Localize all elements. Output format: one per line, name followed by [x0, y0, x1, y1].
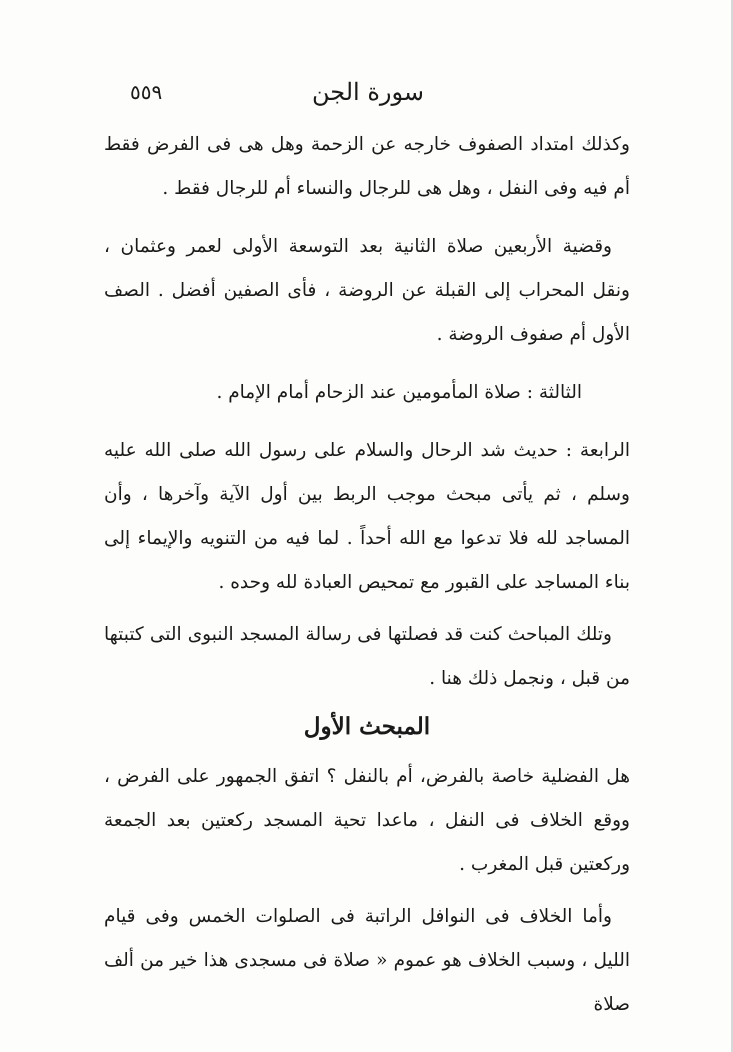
section-heading: المبحث الأول — [303, 713, 431, 740]
paragraph-third-point: الثالثة : صلاة المأمومين عند الزحام أمام الإمام . — [216, 382, 582, 403]
running-title: سورة الجن — [311, 78, 425, 106]
page-header — [108, 72, 628, 112]
page-number: ٥٥٩ — [130, 80, 163, 104]
paragraph-prophetic-mosque-treatise: وتلك المباحث كنت قد فصلتها فى رسالة المسجد النبوى التى كتبتها من قبل ، ونجمل ذلك هنا . — [104, 624, 630, 689]
paragraph-fourth-point: الرابعة : حديث شد الرحال والسلام على رسول الله صلى الله عليه وسلم ، ثم يأتى مبحث موجب الربط بين أول الآية وآخرها ، وأن المساجد لله فلا تدعوا مع الله أحداً . لما فيه من التنويه والإيماء إلى بناء المساجد على القبور مع تمحيص العبادة لله وحده . — [104, 440, 630, 593]
paragraph-regular-sunnah: وأما الخلاف فى النوافل الراتبة فى الصلوات الخمس وفى قيام الليل ، وسبب الخلاف هو عموم « صلاة فى مسجدى هذا خير من ألف صلاة — [104, 906, 630, 1015]
page-body — [104, 123, 630, 1027]
paragraph-rows-extension: وكذلك امتداد الصفوف خارجه عن الزحمة وهل هى فى الفرض فقط أم فيه وفى النفل ، وهل هى للرجال والنساء أم للرجال فقط . — [104, 134, 630, 199]
paragraph-forty-prayers: وقضية الأربعين صلاة الثانية بعد التوسعة الأولى لعمر وعثمان ، ونقل المحراب إلى القبلة عن الروضة ، فأى الصفين أفضل . الصف الأول أم صفوف الروضة . — [104, 236, 630, 345]
paragraph-obligatory-or-voluntary: هل الفضلية خاصة بالفرض، أم بالنفل ؟ اتفق الجمهور على الفرض ، ووقع الخلاف فى النفل ، ماعدا تحية المسجد ركعتين بعد الجمعة وركعتين قبل المغرب . — [104, 766, 630, 875]
